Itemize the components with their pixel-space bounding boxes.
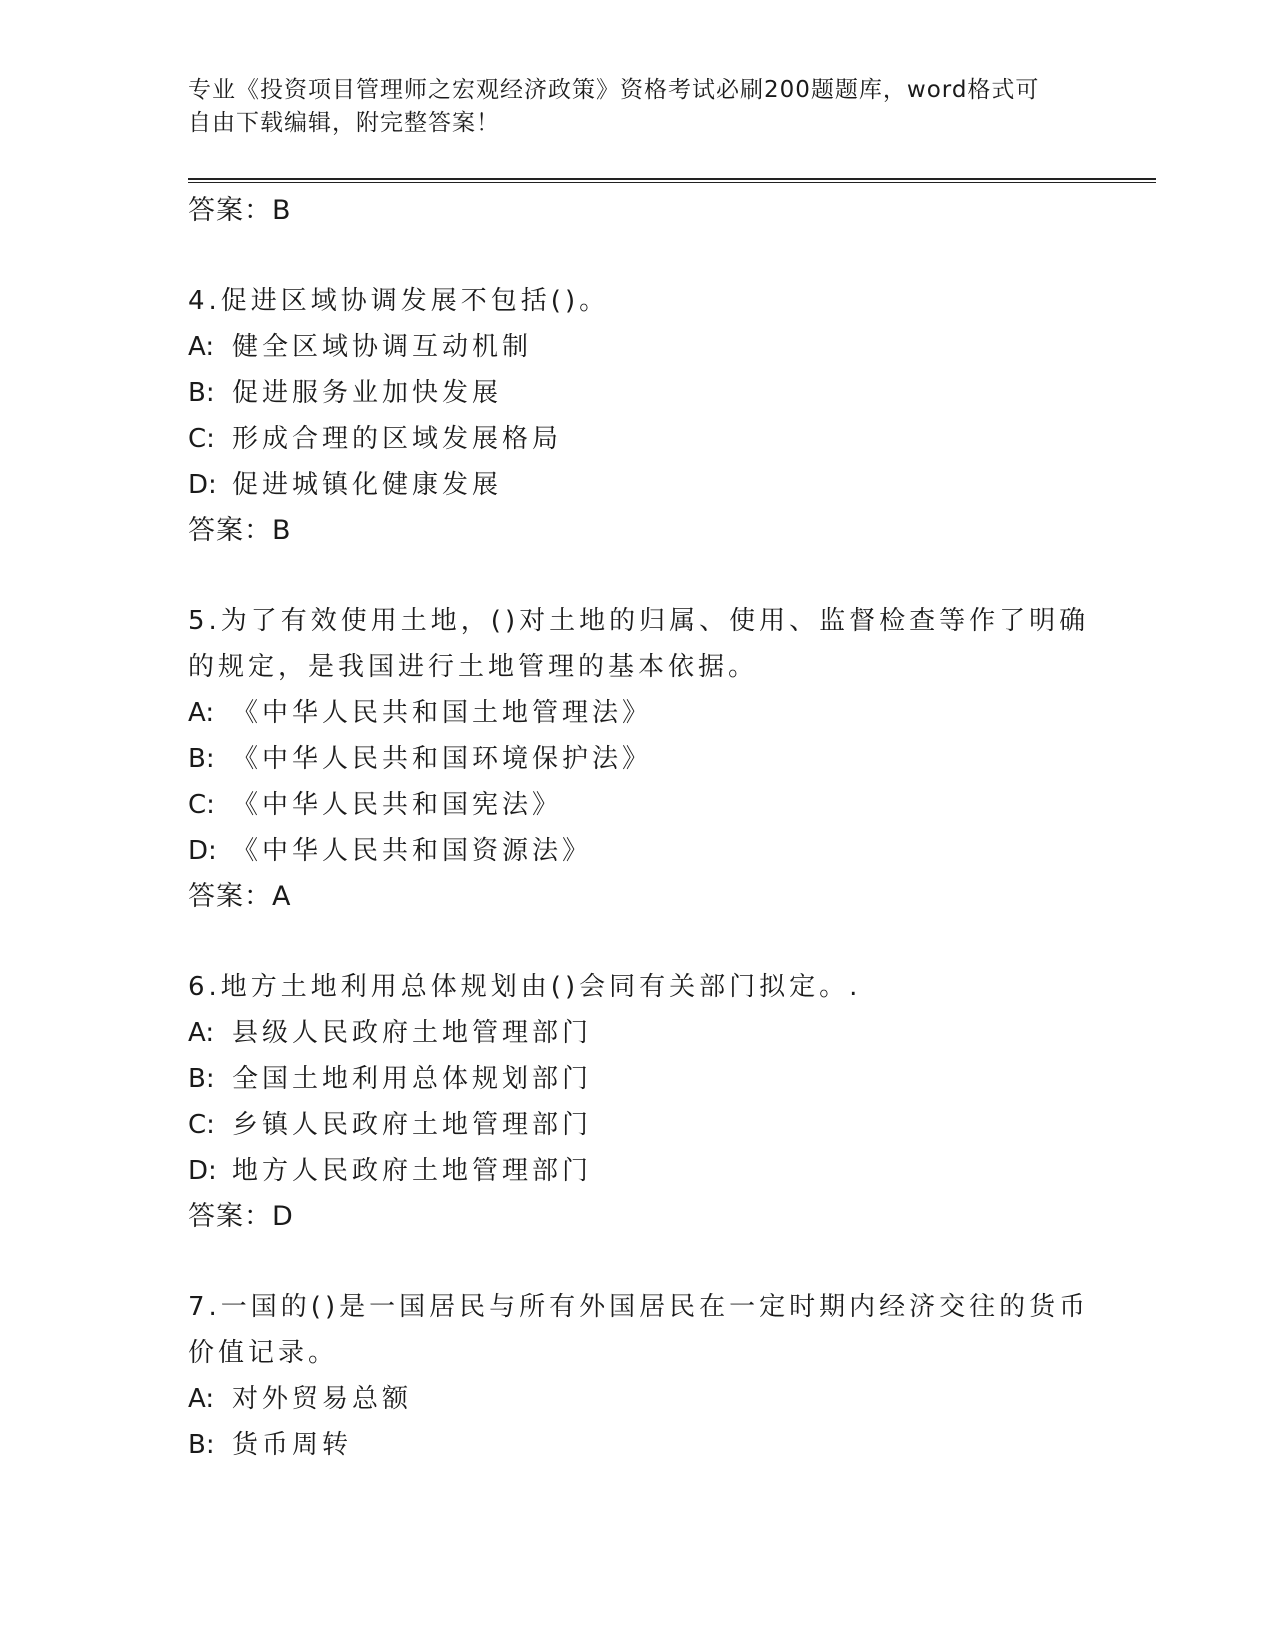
option-letter: B: [188, 1064, 215, 1094]
question-stem: 的规定，是我国进行土地管理的基本依据。 [188, 652, 759, 682]
header-divider [188, 178, 1156, 183]
option-line [188, 828, 1088, 874]
option-letter: A: [188, 332, 215, 362]
option-text: 促进城镇化健康发展 [232, 470, 503, 500]
question-stem: 6.地方土地利用总体规划由()会同有关部门拟定。. [188, 972, 862, 1002]
question-list [188, 188, 1088, 1468]
answer-line: 答案：B [188, 515, 292, 546]
option-line [188, 1056, 1088, 1102]
option-text: 《中华人民共和国宪法》 [232, 790, 563, 820]
question-block [188, 1284, 1088, 1468]
option-line [188, 370, 1088, 416]
answer-line: 答案：D [188, 1201, 294, 1232]
option-letter: D: [188, 470, 217, 500]
option-letter: A: [188, 1384, 215, 1414]
question-block [188, 598, 1088, 920]
question-gap [188, 1240, 1088, 1284]
answer-line: 答案：B [188, 195, 292, 226]
option-line [188, 1422, 1088, 1468]
question-block [188, 278, 1088, 554]
question-gap [188, 554, 1088, 598]
question-stem: 5.为了有效使用土地，()对土地的归属、使用、监督检查等作了明确 [188, 606, 1090, 636]
option-text: 货币周转 [232, 1430, 353, 1460]
option-text: 全国土地利用总体规划部门 [232, 1064, 593, 1094]
option-line [188, 462, 1088, 508]
header-line-2: 自由下载编辑，附完整答案！ [188, 110, 500, 136]
answer-line: 答案：A [188, 881, 292, 912]
question-gap [188, 234, 1088, 278]
question-stem: 4.促进区域协调发展不包括()。 [188, 286, 610, 316]
option-line [188, 736, 1088, 782]
option-letter: D: [188, 1156, 217, 1186]
option-letter: C: [188, 790, 215, 820]
question-stem: 7.一国的()是一国居民与所有外国居民在一定时期内经济交往的货币 [188, 1292, 1090, 1322]
option-letter: B: [188, 744, 215, 774]
option-text: 《中华人民共和国资源法》 [232, 836, 593, 866]
option-letter: B: [188, 1430, 215, 1460]
header-line-1: 专业《投资项目管理师之宏观经济政策》资格考试必刷200题题库，word格式可 [188, 77, 1040, 103]
question-block [188, 964, 1088, 1240]
option-line [188, 1010, 1088, 1056]
option-line [188, 690, 1088, 736]
option-text: 促进服务业加快发展 [232, 378, 503, 408]
option-text: 《中华人民共和国环境保护法》 [232, 744, 653, 774]
option-letter: B: [188, 378, 215, 408]
option-letter: C: [188, 1110, 215, 1140]
question-stem: 价值记录。 [188, 1338, 339, 1368]
question-gap [188, 920, 1088, 964]
option-line [188, 782, 1088, 828]
option-letter: D: [188, 836, 217, 866]
option-line [188, 324, 1088, 370]
option-line [188, 1102, 1088, 1148]
option-text: 对外贸易总额 [232, 1384, 413, 1414]
option-text: 健全区域协调互动机制 [232, 332, 533, 362]
option-line [188, 1148, 1088, 1194]
option-letter: A: [188, 698, 215, 728]
document-header [188, 74, 1088, 140]
option-letter: A: [188, 1018, 215, 1048]
option-text: 乡镇人民政府土地管理部门 [232, 1110, 593, 1140]
option-text: 形成合理的区域发展格局 [232, 424, 563, 454]
option-text: 县级人民政府土地管理部门 [232, 1018, 593, 1048]
option-text: 《中华人民共和国土地管理法》 [232, 698, 653, 728]
option-line [188, 416, 1088, 462]
option-text: 地方人民政府土地管理部门 [232, 1156, 593, 1186]
option-letter: C: [188, 424, 215, 454]
option-line [188, 1376, 1088, 1422]
